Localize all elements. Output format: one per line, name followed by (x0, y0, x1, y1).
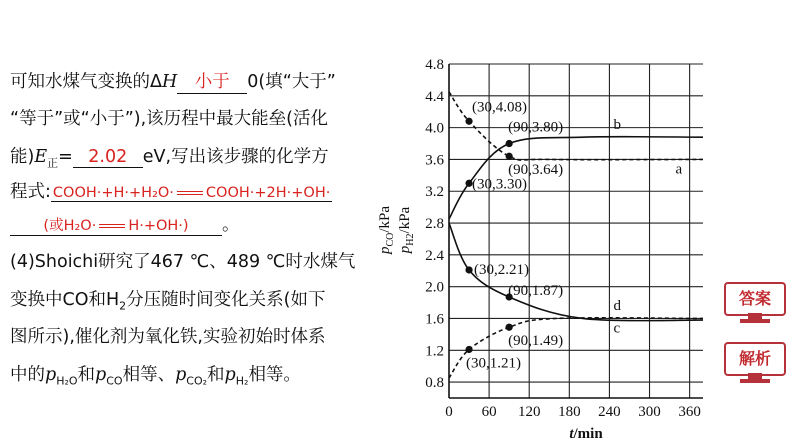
period: 。 (222, 215, 240, 235)
text-formula-label: 程式: (10, 182, 51, 202)
p-co2-sub: CO₂ (186, 374, 208, 388)
text-co-h2: 变换中CO和H (10, 290, 120, 310)
y-tick-label: 4.4 (425, 88, 444, 105)
equation-2-left: (或H₂O· (43, 218, 97, 234)
y-tick-label: 0.8 (425, 375, 444, 392)
text-delta: 可知水煤气变换的Δ (10, 72, 162, 92)
equals-sign: = (58, 147, 73, 167)
line-8: 图所示),催化剂为氧化铁,实验初始时体系 (10, 327, 326, 347)
x-tick-label: 240 (598, 404, 621, 420)
data-point (465, 266, 472, 273)
y-tick-label: 1.6 (425, 311, 444, 328)
x-tick-label: 0 (445, 404, 453, 420)
pressure-time-chart (372, 52, 717, 444)
series-label-d: d (613, 298, 622, 315)
y-tick-label: 1.2 (425, 343, 444, 360)
data-label: (30,1.21) (466, 355, 522, 372)
line-5 (10, 211, 240, 236)
x-tick-label: 60 (481, 404, 497, 420)
h2-subscript: 2 (119, 299, 127, 313)
line-6: (4)Shoichi研究了467 ℃、489 ℃时水煤气 (10, 252, 356, 272)
text-he-1: 和 (77, 365, 96, 385)
answer-button-label[interactable]: 答案 (738, 289, 771, 308)
x-tick-label: 300 (638, 404, 661, 420)
y-tick-label: 3.2 (425, 184, 444, 201)
text-equal-1: 相等、 (122, 365, 176, 385)
y-tick-label: 4.8 (425, 57, 444, 73)
answer-button[interactable] (724, 282, 784, 326)
data-point (465, 118, 472, 125)
answer-blank-1: 小于 (177, 68, 247, 94)
data-label: (90,3.64) (508, 162, 564, 179)
p-co-sub: CO (106, 374, 123, 388)
symbol-e: E (34, 147, 48, 167)
data-label: (30,4.08) (472, 99, 528, 116)
text-zhongde: 中的 (10, 365, 45, 385)
equilibrium-sign-icon (99, 224, 125, 228)
data-label: (90,1.87) (508, 283, 564, 300)
x-tick-label: 180 (558, 404, 581, 420)
data-label: (90,3.80) (508, 119, 564, 136)
equation-1-left: COOH·+H·+H₂O· (52, 185, 174, 201)
y-axis-label: $p_{H2}$/kPa (397, 206, 416, 254)
y-tick-label: 3.6 (425, 152, 444, 169)
p-h2-sub: H₂ (235, 374, 249, 388)
series-label-c: c (613, 320, 621, 337)
data-label: (30,3.30) (472, 176, 528, 193)
data-point (465, 346, 472, 353)
y-axis-label: $p_{CO}$/kPa (377, 205, 396, 255)
text-fill-hint: 0(填“大于” (247, 72, 336, 92)
text-equation-prompt: eV,写出该步骤的化学方 (142, 147, 329, 167)
y-tick-label: 2.8 (425, 216, 444, 233)
answer-blank-2: 2.02 (73, 147, 143, 168)
text-pressure-time: 分压随时间变化关系(如下 (126, 290, 326, 310)
equation-2-right: H·+OH·) (128, 218, 189, 234)
symbol-h: H (161, 72, 178, 92)
y-tick-label: 2.0 (425, 279, 444, 296)
series-label-a: a (675, 161, 683, 178)
y-tick-label: 4.0 (425, 120, 444, 137)
line-2: “等于”或“小于”),该历程中最大能垒(活化 (10, 109, 328, 129)
y-tick-label: 2.4 (425, 247, 444, 264)
line-9 (10, 361, 301, 388)
data-label: (30,2.21) (474, 261, 530, 278)
data-point (506, 324, 513, 331)
p-h2o-symbol: p (45, 365, 57, 385)
equation-1-right: COOH·+2H·+OH· (205, 185, 331, 201)
equilibrium-sign-icon (177, 191, 203, 195)
line-3 (10, 143, 329, 171)
analysis-button[interactable] (724, 342, 784, 386)
monitor-base-icon (740, 379, 770, 383)
line-4 (10, 178, 332, 203)
x-tick-label: 360 (678, 404, 701, 420)
data-label: (90,1.49) (508, 333, 564, 350)
line-7 (10, 286, 325, 313)
p-h2o-sub: H₂O (56, 374, 78, 388)
text-equal-2: 相等。 (248, 365, 301, 385)
data-point (506, 140, 513, 147)
line-1 (10, 68, 336, 94)
p-co2-symbol: p (175, 365, 187, 385)
data-point (506, 153, 513, 160)
p-co-symbol: p (95, 365, 107, 385)
answer-equation-2 (10, 214, 222, 236)
p-h2-symbol: p (224, 365, 236, 385)
symbol-e-sub: 正 (47, 156, 59, 170)
answer-equation-1 (51, 185, 332, 202)
analysis-button-label[interactable]: 解析 (738, 349, 771, 368)
text-he-2: 和 (207, 365, 225, 385)
x-tick-label: 120 (517, 404, 541, 420)
series-label-b: b (613, 117, 622, 134)
x-axis-label: t/min (569, 426, 603, 442)
text-energy: 能) (10, 147, 35, 167)
monitor-base-icon (740, 319, 770, 323)
